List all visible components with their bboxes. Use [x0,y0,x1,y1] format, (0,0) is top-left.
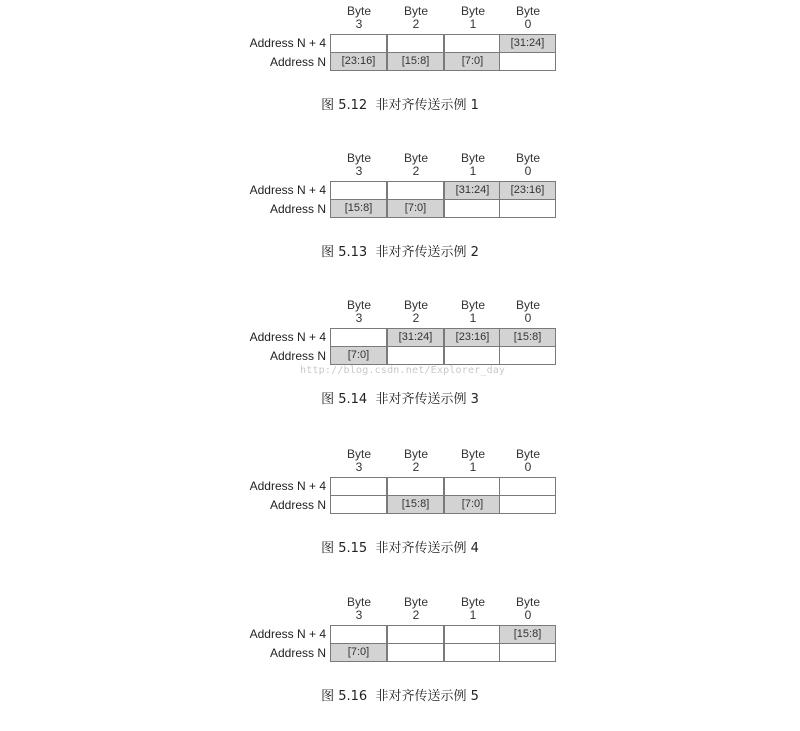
byte-header-label: Byte [346,4,371,18]
byte-cell-filled: [7:0] [444,495,501,514]
byte-header-label: Byte [460,447,485,461]
byte-header-label: Byte [346,595,371,609]
byte-cell-filled: [15:8] [387,495,444,514]
byte-header-label: Byte [515,595,540,609]
byte-cell-empty [330,495,387,514]
byte-cell-empty [499,346,556,365]
figure-caption: 图 5.15 非对齐传送示例 4 [321,541,479,556]
byte-header-label: Byte [515,4,540,18]
byte-header-index: 3 [355,17,363,31]
byte-header-index: 2 [412,311,420,325]
address-row-label: Address N + 4 [249,479,326,493]
byte-header-label: Byte [346,447,371,461]
byte-header [331,448,387,474]
byte-header-label: Byte [460,4,485,18]
byte-header [500,5,556,31]
byte-header [500,448,556,474]
byte-header-index: 1 [469,311,477,325]
byte-cell-filled: [7:0] [444,52,501,71]
byte-header [500,596,556,622]
byte-cell-filled: [23:16] [330,52,387,71]
address-row-label: Address N [269,646,326,660]
byte-cell-empty [330,328,387,347]
byte-cell-filled: [31:24] [387,328,444,347]
byte-header [500,299,556,325]
byte-cell-empty [387,346,444,365]
byte-header-label: Byte [460,298,485,312]
byte-cell-filled: [23:16] [444,328,501,347]
byte-header-index: 3 [355,460,363,474]
byte-header-index: 0 [524,164,532,178]
byte-header-label: Byte [515,298,540,312]
byte-cell-filled: [31:24] [499,34,556,53]
byte-header-index: 3 [355,311,363,325]
byte-header-index: 2 [412,164,420,178]
byte-cell-empty [499,495,556,514]
byte-header-label: Byte [403,151,428,165]
byte-cell-empty [499,643,556,662]
byte-header-index: 2 [412,608,420,622]
byte-header [388,299,444,325]
byte-header [331,596,387,622]
byte-header-index: 0 [524,311,532,325]
byte-cell-empty [387,643,444,662]
byte-cell-empty [444,625,501,644]
byte-header [331,5,387,31]
byte-cell-filled: [7:0] [330,643,387,662]
byte-cell-filled: [15:8] [499,328,556,347]
byte-cell-filled: [15:8] [499,625,556,644]
watermark: http://blog.csdn.net/Explorer_day [300,365,506,376]
byte-header-index: 1 [469,608,477,622]
address-row-label: Address N [269,202,326,216]
byte-cell-empty [444,34,501,53]
byte-header [445,596,501,622]
address-row-label: Address N [269,55,326,69]
byte-cell-empty [387,625,444,644]
byte-header-label: Byte [403,595,428,609]
byte-cell-empty [499,52,556,71]
address-row-label: Address N + 4 [249,627,326,641]
byte-header [388,152,444,178]
byte-cell-filled: [7:0] [330,346,387,365]
byte-header [388,596,444,622]
byte-header-label: Byte [460,595,485,609]
byte-header [445,5,501,31]
byte-header-index: 1 [469,460,477,474]
byte-cell-empty [330,34,387,53]
byte-header [331,152,387,178]
address-row-label: Address N + 4 [249,36,326,50]
byte-header-label: Byte [403,298,428,312]
byte-header-label: Byte [346,151,371,165]
byte-header-index: 1 [469,164,477,178]
byte-header-label: Byte [403,4,428,18]
byte-header-label: Byte [460,151,485,165]
byte-cell-filled: [15:8] [330,199,387,218]
byte-header-label: Byte [346,298,371,312]
address-row-label: Address N + 4 [249,183,326,197]
byte-cell-empty [387,34,444,53]
byte-header-label: Byte [403,447,428,461]
figure-caption: 图 5.16 非对齐传送示例 5 [321,689,479,704]
byte-header-index: 3 [355,608,363,622]
byte-cell-filled: [23:16] [499,181,556,200]
byte-header [388,5,444,31]
byte-header-index: 0 [524,17,532,31]
byte-cell-empty [387,477,444,496]
byte-cell-empty [330,181,387,200]
byte-header [445,152,501,178]
byte-header-index: 0 [524,460,532,474]
figure-caption: 图 5.12 非对齐传送示例 1 [321,98,479,113]
address-row-label: Address N [269,349,326,363]
address-row-label: Address N + 4 [249,330,326,344]
byte-header [445,448,501,474]
byte-cell-filled: [15:8] [387,52,444,71]
byte-cell-empty [499,477,556,496]
byte-header [500,152,556,178]
byte-cell-empty [444,346,501,365]
byte-cell-empty [444,199,501,218]
byte-cell-empty [444,477,501,496]
byte-cell-empty [387,181,444,200]
byte-header-index: 2 [412,460,420,474]
byte-cell-filled: [31:24] [444,181,501,200]
byte-header [331,299,387,325]
byte-cell-empty [330,477,387,496]
figure-caption: 图 5.14 非对齐传送示例 3 [321,392,479,407]
address-row-label: Address N [269,498,326,512]
byte-cell-empty [330,625,387,644]
byte-header [445,299,501,325]
byte-header-label: Byte [515,151,540,165]
byte-header-label: Byte [515,447,540,461]
byte-header [388,448,444,474]
byte-cell-filled: [7:0] [387,199,444,218]
byte-cell-empty [444,643,501,662]
figure-caption: 图 5.13 非对齐传送示例 2 [321,245,479,260]
byte-cell-empty [499,199,556,218]
byte-header-index: 1 [469,17,477,31]
byte-header-index: 3 [355,164,363,178]
byte-header-index: 0 [524,608,532,622]
byte-header-index: 2 [412,17,420,31]
